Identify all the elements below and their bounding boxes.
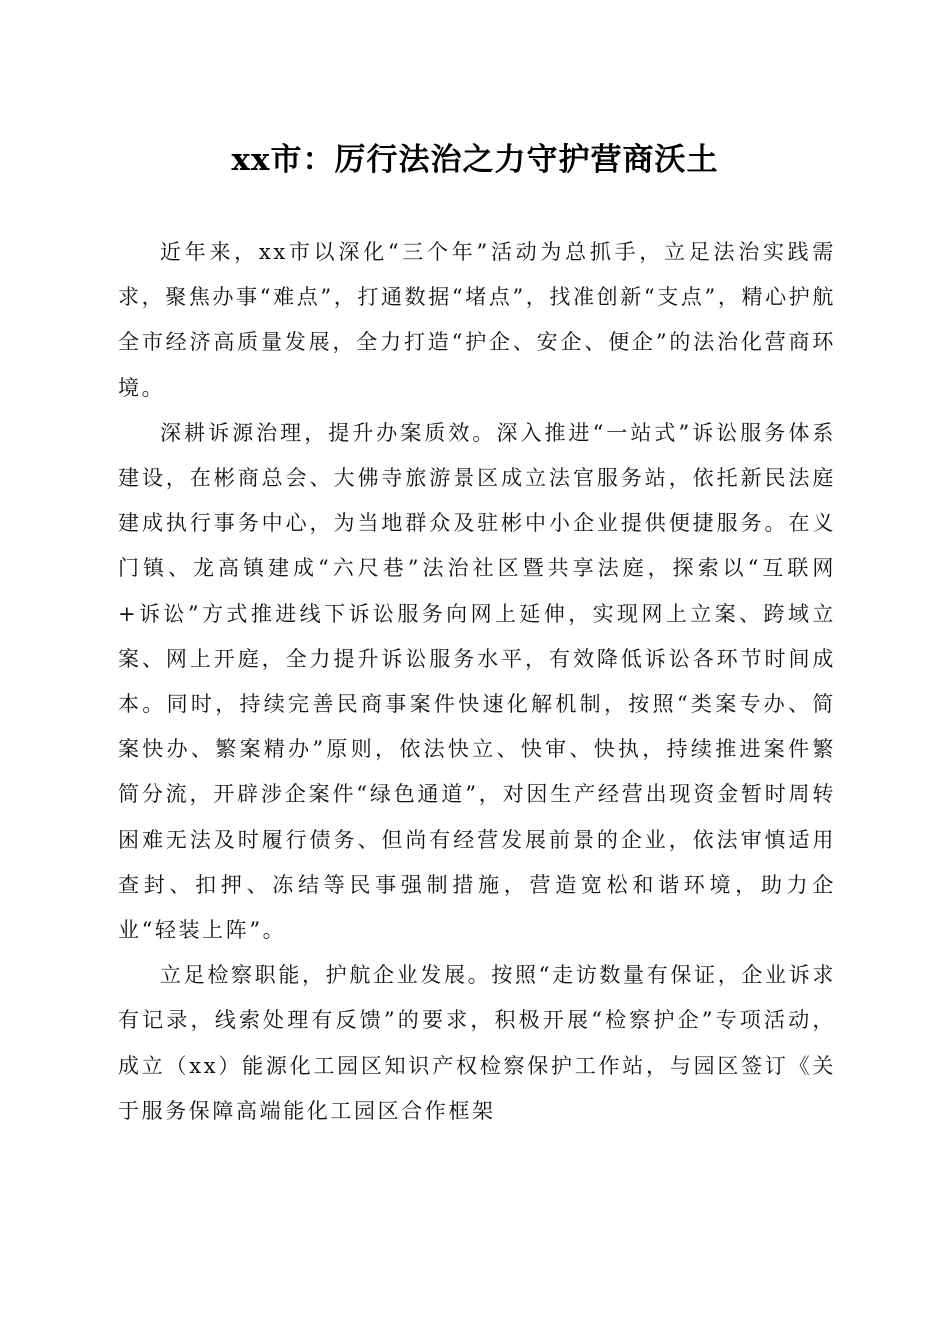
paragraph-procuratorate: 立足检察职能，护航企业发展。按照“走访数量有保证，企业诉求有记录，线索处理有反馈”的要求，积极开展“检察护企”专项活动，成立（xx）能源化工园区知识产权检察保护工作站，与园区签订《关于服务保障高端能化工园区合作框架 [118, 963, 836, 1123]
document-title: xx市：厉行法治之力守护营商沃土 [231, 142, 719, 178]
document-body [118, 230, 836, 1134]
paragraph-intro: 近年来，xx市以深化“三个年”活动为总抓手，立足法治实践需求，聚焦办事“难点”，打通数据“堵点”，找准创新“支点”，精心护航全市经济高质量发展，全力打造“护企、安企、便企”的法治化营商环境。 [118, 240, 836, 400]
paragraph-litigation: 深耕诉源治理，提升办案质效。深入推进“一站式”诉讼服务体系建设，在彬商总会、大佛寺旅游景区成立法官服务站，依托新民法庭建成执行事务中心，为当地群众及驻彬中小企业提供便捷服务。在义门镇、龙高镇建成“六尺巷”法治社区暨共享法庭，探索以“互联网+诉讼”方式推进线下诉讼服务向网上延伸，实现网上立案、跨域立案、网上开庭，全力提升诉讼服务水平，有效降低诉讼各环节时间成本。同时，持续完善民商事案件快速化解机制，按照“类案专办、简案快办、繁案精办”原则，依法快立、快审、快执，持续推进案件繁简分流，开辟涉企案件“绿色通道”，对因生产经营出现资金暂时周转困难无法及时履行债务、但尚有经营发展前景的企业，依法审慎适用查封、扣押、冻结等民事强制措施，营造宽松和谐环境，助力企业“轻装上阵”。 [118, 420, 836, 943]
